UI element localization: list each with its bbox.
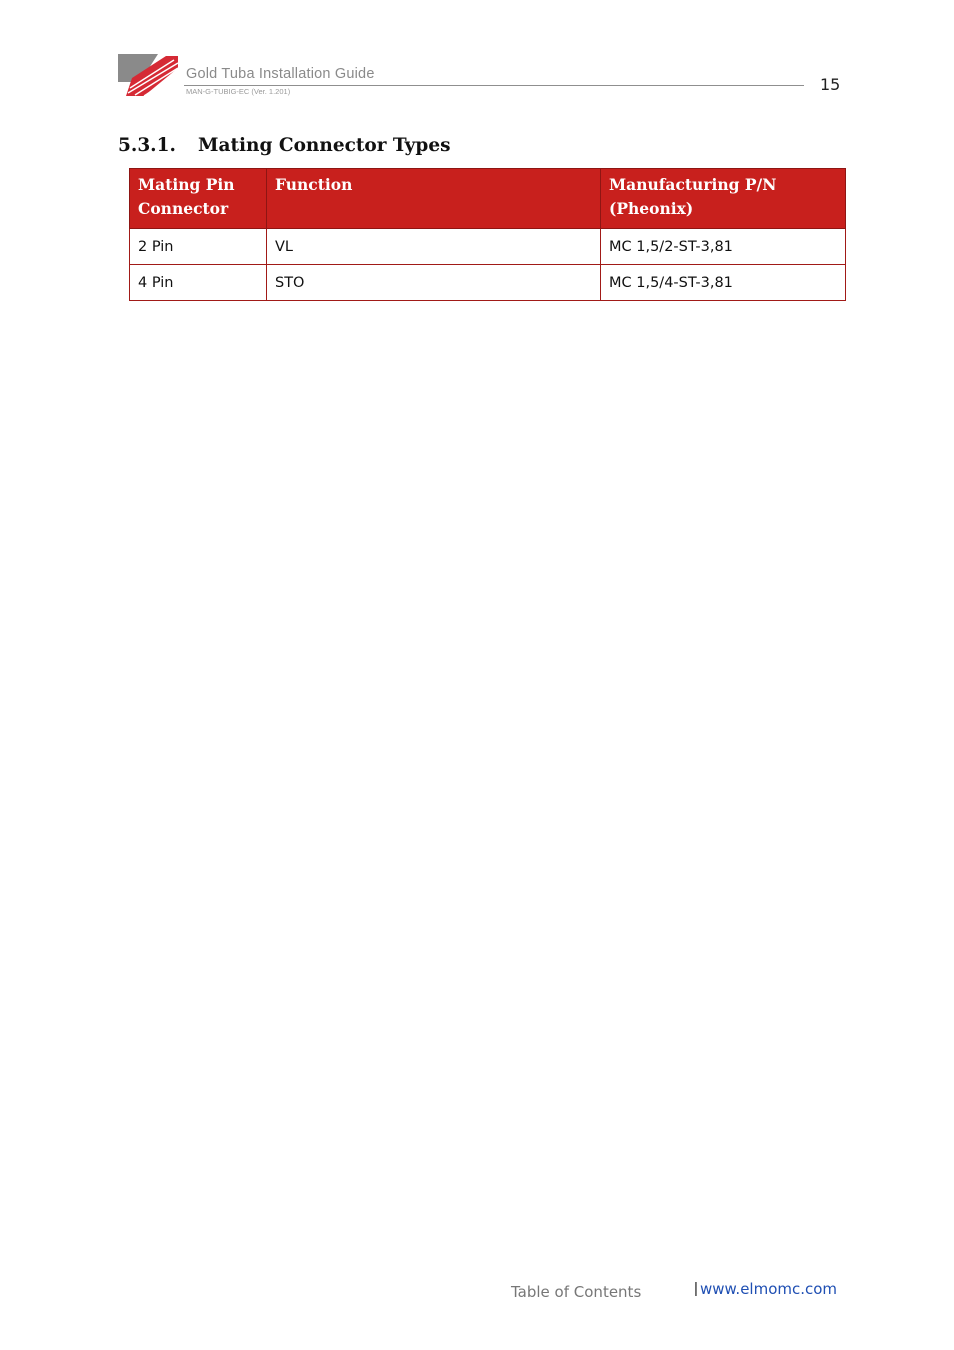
section-title: Mating Connector Types bbox=[198, 135, 451, 156]
table-of-contents-link[interactable]: Table of Contents bbox=[511, 1283, 642, 1301]
header-manufacturing-pn: Manufacturing P/N (Pheonix) bbox=[601, 169, 846, 229]
elmo-logo-icon bbox=[118, 54, 180, 96]
cell-part-number: MC 1,5/4-ST-3,81 bbox=[601, 265, 846, 301]
page-number: 15 bbox=[820, 75, 841, 94]
header-function: Function bbox=[267, 169, 601, 229]
table-row bbox=[130, 229, 846, 265]
footer-separator: | bbox=[694, 1280, 698, 1297]
section-heading bbox=[118, 135, 451, 156]
table-header-row bbox=[130, 169, 846, 229]
document-title: Gold Tuba Installation Guide bbox=[186, 66, 375, 82]
document-id: MAN-G-TUBIG-EC (Ver. 1.201) bbox=[186, 87, 291, 96]
header-divider bbox=[184, 85, 804, 86]
cell-part-number: MC 1,5/2-ST-3,81 bbox=[601, 229, 846, 265]
website-link[interactable]: www.elmomc.com bbox=[700, 1280, 838, 1298]
cell-connector: 4 Pin bbox=[130, 265, 267, 301]
cell-connector: 2 Pin bbox=[130, 229, 267, 265]
cell-function: VL bbox=[267, 229, 601, 265]
mating-connector-table bbox=[129, 168, 846, 301]
table-row bbox=[130, 265, 846, 301]
section-number: 5.3.1. bbox=[118, 135, 176, 156]
header-mating-pin-connector: Mating Pin Connector bbox=[130, 169, 267, 229]
cell-function: STO bbox=[267, 265, 601, 301]
